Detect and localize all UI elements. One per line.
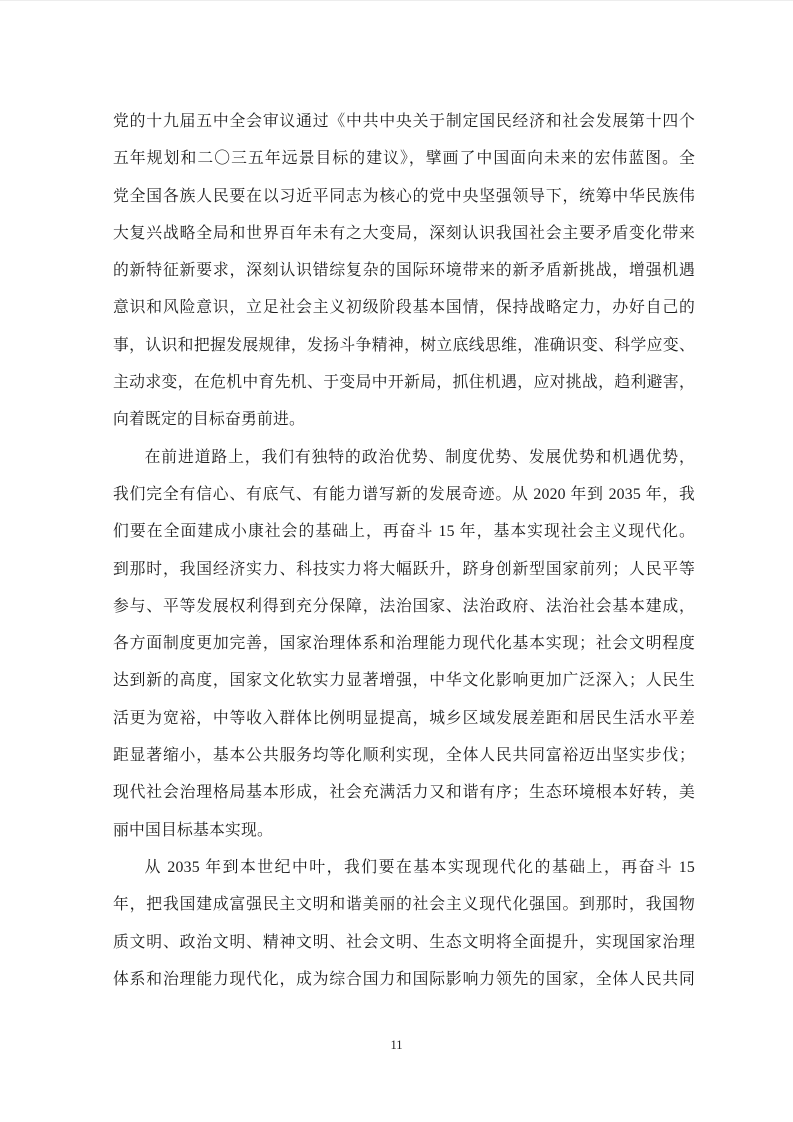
- paragraph: [113, 439, 695, 849]
- text-line: 们要在全面建成小康社会的基础上，再奋斗 15 年，基本实现社会主义现代化。: [113, 523, 695, 541]
- text-line: 到那时，我国经济实力、科技实力将大幅跃升，跻身创新型国家前列；人民平等: [113, 560, 695, 578]
- text-line: 活更为宽裕，中等收入群体比例明显提高，城乡区域发展差距和居民生活水平差: [113, 709, 695, 727]
- text-line: 主动求变，在危机中育先机、于变局中开新局，抓住机遇，应对挑战，趋利避害，: [113, 374, 695, 392]
- text-line: 丽中国目标基本实现。: [113, 821, 273, 839]
- text-line: 体系和治理能力现代化，成为综合国力和国际影响力领先的国家，全体人民共同: [113, 970, 695, 988]
- text-line: 在前进道路上，我们有独特的政治优势、制度优势、发展优势和机遇优势，: [144, 448, 695, 466]
- document-body-text: [113, 103, 695, 998]
- text-line: 大复兴战略全局和世界百年未有之大变局，深刻认识我国社会主要矛盾变化带来: [113, 224, 695, 242]
- text-line: 现代社会治理格局基本形成，社会充满活力又和谐有序；生态环境根本好转，美: [113, 784, 695, 802]
- paragraph: [113, 103, 695, 439]
- text-line: 质文明、政治文明、精神文明、社会文明、生态文明将全面提升，实现国家治理: [113, 933, 695, 951]
- text-line: 意识和风险意识，立足社会主义初级阶段基本国情，保持战略定力，办好自己的: [113, 299, 695, 317]
- text-line: 五年规划和二〇三五年远景目标的建议》，擘画了中国面向未来的宏伟蓝图。全: [113, 150, 695, 168]
- text-line: 距显著缩小，基本公共服务均等化顺利实现，全体人民共同富裕迈出坚实步伐；: [113, 747, 695, 765]
- paragraph: [113, 849, 695, 998]
- text-line: 党的十九届五中全会审议通过《中共中央关于制定国民经济和社会发展第十四个: [113, 113, 695, 130]
- text-line: 的新特征新要求，深刻认识错综复杂的国际环境带来的新矛盾新挑战，增强机遇: [113, 262, 695, 280]
- text-line: 参与、平等发展权利得到充分保障，法治国家、法治政府、法治社会基本建成，: [113, 597, 695, 615]
- text-line: 我们完全有信心、有底气、有能力谱写新的发展奇迹。从 2020 年到 2035 年，我: [113, 485, 695, 503]
- text-line: 向着既定的目标奋勇前进。: [113, 411, 305, 429]
- text-line: 各方面制度更加完善，国家治理体系和治理能力现代化基本实现；社会文明程度: [113, 635, 695, 653]
- text-line: 党全国各族人民要在以习近平同志为核心的党中央坚强领导下，统筹中华民族伟: [113, 187, 695, 205]
- text-line: 达到新的高度，国家文化软实力显著增强，中华文化影响更加广泛深入；人民生: [113, 672, 695, 690]
- page-number: 11: [390, 1038, 403, 1052]
- text-line: 事，认识和把握发展规律，发扬斗争精神，树立底线思维，准确识变、科学应变、: [113, 336, 695, 354]
- text-line: 年，把我国建成富强民主文明和谐美丽的社会主义现代化强国。到那时，我国物: [113, 896, 695, 914]
- text-line: 从 2035 年到本世纪中叶，我们要在基本实现现代化的基础上，再奋斗 15: [144, 858, 695, 876]
